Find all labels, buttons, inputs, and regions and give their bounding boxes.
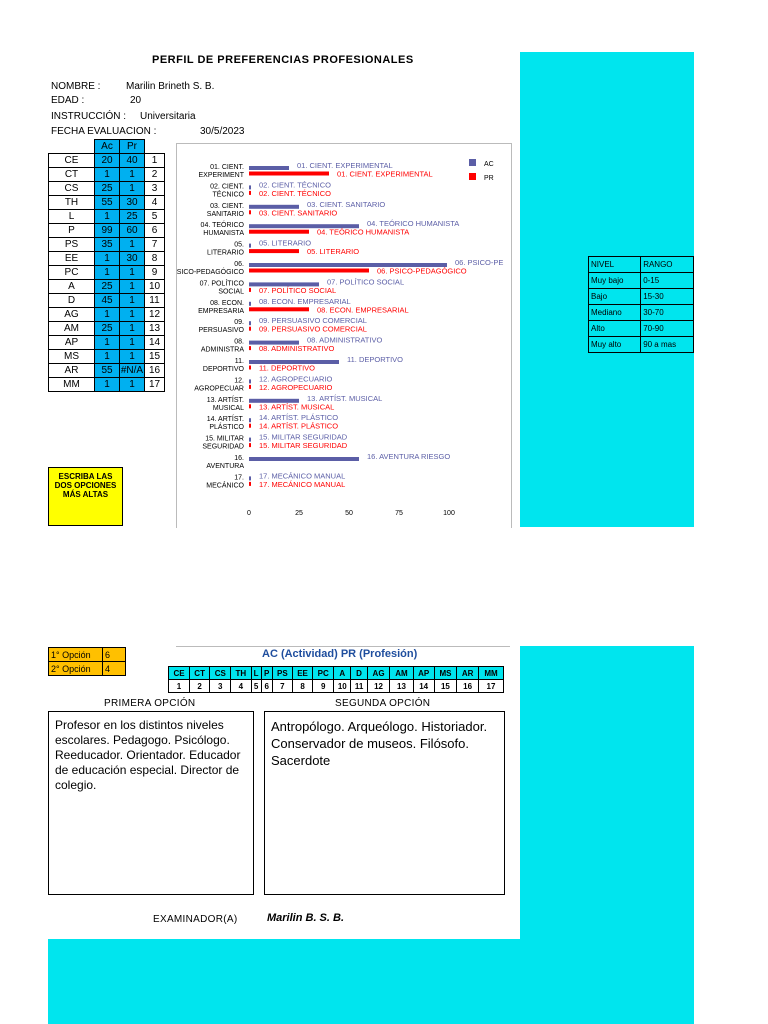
chart-bar-pr: [249, 288, 251, 292]
code-number: 7: [272, 680, 292, 693]
range-row: [589, 321, 694, 337]
chart-bar-ac: [249, 438, 251, 442]
code-number: 12: [367, 680, 390, 693]
score-category: D: [49, 294, 95, 308]
chart-category-label: 13. ARTÍST. MUSICAL: [206, 396, 244, 412]
second-option-label: 2° Opción: [49, 662, 103, 676]
chart-category-label: 04. TEÓRICO HUMANISTA: [200, 222, 244, 238]
score-category: AG: [49, 308, 95, 322]
chart-category-label: 02. CIENT. TÉCNICO: [210, 183, 244, 199]
score-pr: 1: [120, 350, 145, 364]
chart-x-tick: 25: [295, 509, 303, 517]
score-pr: 60: [120, 224, 145, 238]
code-number: 8: [292, 680, 312, 693]
score-row: [49, 224, 165, 238]
score-number: 2: [145, 168, 165, 182]
code-number: 14: [413, 680, 434, 693]
chart-category-label: 12. AGROPECUAR: [194, 377, 244, 393]
primera-text-box: Profesor en los distintos niveles escolares. Pedagogo. Psicólogo. Reeducador. Orientador. Educador de educación especial. Director de colegio.: [48, 711, 254, 895]
score-number: 11: [145, 294, 165, 308]
score-row: [49, 336, 165, 350]
chart-category-label: 01. CIENT. EXPERIMENT: [198, 164, 244, 179]
chart-bar-ac: [249, 244, 251, 248]
chart-data-label-pr: 02. CIENT. TÉCNICO: [259, 188, 331, 198]
chart-bar-pr: [249, 327, 251, 331]
range-row: [589, 305, 694, 321]
chart-data-label-pr: 01. CIENT. EXPERIMENTAL: [337, 169, 433, 179]
score-header-ac: Ac: [95, 140, 120, 154]
chart-data-label-pr: 05. LITERARIO: [307, 247, 360, 257]
second-option-value: 4: [103, 662, 126, 676]
chart-data-label-ac: 08. ECON. EMPRESARIAL: [259, 296, 351, 306]
chart-bar-ac: [249, 302, 251, 306]
chart-x-tick: 75: [395, 509, 403, 517]
fecha-label: FECHA EVALUACION :: [51, 126, 157, 137]
score-ac: 25: [95, 182, 120, 196]
score-ac: 1: [95, 378, 120, 392]
code-number: 4: [231, 680, 251, 693]
chart-bar-ac: [249, 166, 289, 170]
chart-bar-pr: [249, 172, 329, 176]
chart-bar-pr: [249, 346, 251, 350]
chart-legend-label: PR: [484, 175, 494, 182]
score-row: [49, 238, 165, 252]
code-number: 15: [434, 680, 457, 693]
chart-data-label-pr: 14. ARTÍST. PLÁSTICO: [259, 421, 339, 431]
code-label: MM: [479, 667, 504, 680]
chart-data-label-pr: 07. POLÍTICO SOCIAL: [259, 285, 337, 295]
chart-data-label-pr: 08. ADMINISTRATIVO: [259, 344, 335, 354]
chart-data-label-ac: 01. CIENT. EXPERIMENTAL: [297, 161, 393, 170]
code-label: TH: [231, 667, 251, 680]
code-label: L: [251, 667, 261, 680]
score-row: [49, 280, 165, 294]
chart-bar-ac: [249, 476, 251, 480]
chart-bar-pr: [249, 385, 251, 389]
score-category: P: [49, 224, 95, 238]
chart-bar-pr: [249, 249, 299, 253]
score-row: [49, 378, 165, 392]
score-ac: 1: [95, 252, 120, 266]
range-level: Alto: [589, 321, 641, 337]
chart-category-label: 14. ARTÍST. PLÁSTICO: [206, 416, 244, 432]
chart-data-label-ac: 11. DEPORTIVO: [347, 355, 403, 364]
score-pr: 1: [120, 280, 145, 294]
first-option-value: 6: [103, 648, 126, 662]
code-label: AG: [367, 667, 390, 680]
chart-category-label: 17. MECÁNICO: [206, 474, 244, 490]
chart-data-label-ac: 04. TEÓRICO HUMANISTA: [367, 219, 460, 229]
chart-data-label-pr: 09. PERSUASIVO COMERCIAL: [259, 324, 367, 334]
score-category: TH: [49, 196, 95, 210]
chart-data-label-pr: 03. CIENT. SANITARIO: [259, 208, 338, 218]
score-number: 10: [145, 280, 165, 294]
code-label: P: [261, 667, 272, 680]
score-row: [49, 322, 165, 336]
chart-legend-label: AC: [484, 161, 494, 168]
score-pr: 1: [120, 168, 145, 182]
code-number: 9: [313, 680, 334, 693]
first-option-label: 1° Opción: [49, 648, 103, 662]
code-label: AP: [413, 667, 434, 680]
score-ac: 45: [95, 294, 120, 308]
score-ac: 25: [95, 280, 120, 294]
score-number: 9: [145, 266, 165, 280]
nombre-value: Marilin Brineth S. B.: [126, 81, 215, 92]
write-note: ESCRIBA LAS DOS OPCIONES MÁS ALTAS: [48, 467, 123, 526]
code-label: MS: [434, 667, 457, 680]
score-ac: 20: [95, 154, 120, 168]
chart-data-label-ac: 14. ARTÍST. PLÁSTICO: [259, 413, 339, 423]
range-header-row: [589, 257, 694, 273]
score-number: 17: [145, 378, 165, 392]
score-ac: 1: [95, 350, 120, 364]
score-pr: 40: [120, 154, 145, 168]
chart-bar-pr: [249, 482, 251, 486]
range-value: 15-30: [641, 289, 694, 305]
score-pr: 25: [120, 210, 145, 224]
chart-bar-pr: [249, 230, 309, 234]
range-value: 70-90: [641, 321, 694, 337]
score-category: PC: [49, 266, 95, 280]
score-category: EE: [49, 252, 95, 266]
score-pr: 1: [120, 266, 145, 280]
chart-data-label-pr: 15. MILITAR SEGURIDAD: [259, 441, 348, 451]
score-category: L: [49, 210, 95, 224]
chart-data-label-pr: 04. TEÓRICO HUMANISTA: [317, 227, 410, 237]
chart-data-label-pr: 11. DEPORTIVO: [259, 363, 315, 373]
score-row: [49, 350, 165, 364]
score-number: 6: [145, 224, 165, 238]
code-label: CS: [210, 667, 231, 680]
instruccion-label: INSTRUCCIÓN :: [51, 111, 126, 122]
score-ac: 35: [95, 238, 120, 252]
nombre-label: NOMBRE :: [51, 81, 101, 92]
score-category: MS: [49, 350, 95, 364]
score-row: [49, 294, 165, 308]
legend-caption: AC (Actividad) PR (Profesión): [262, 648, 418, 660]
score-ac: 55: [95, 196, 120, 210]
score-number: 4: [145, 196, 165, 210]
score-category: A: [49, 280, 95, 294]
score-pr: 30: [120, 196, 145, 210]
chart-category-label: 15. MILITAR SEGURIDAD: [202, 435, 244, 451]
instruccion-value: Universitaria: [140, 111, 196, 122]
chart-frame: [176, 143, 512, 528]
score-ac: 1: [95, 168, 120, 182]
code-number: 3: [210, 680, 231, 693]
edad-value: 20: [130, 95, 142, 106]
cyan-panel-bottom: [48, 939, 694, 1024]
chart-data-label-ac: 16. AVENTURA RIESGO: [367, 452, 451, 461]
score-row: [49, 308, 165, 322]
code-number: 16: [457, 680, 479, 693]
score-ac: 25: [95, 322, 120, 336]
chart-data-label-pr: 12. AGROPECUARIO: [259, 382, 333, 392]
code-number: 13: [390, 680, 413, 693]
chart-bar-ac: [249, 379, 251, 383]
score-row: [49, 364, 165, 378]
score-ac: 55: [95, 364, 120, 378]
code-label: D: [351, 667, 367, 680]
chart-data-label-ac: 06. PSICO-PE: [455, 258, 504, 267]
chart-category-label: 11. DEPORTIVO: [202, 358, 244, 373]
code-number: 10: [334, 680, 351, 693]
score-pr: 1: [120, 294, 145, 308]
score-pr: 1: [120, 238, 145, 252]
chart-data-label-pr: 06. PSICO-PEDAGÓGICO: [377, 266, 467, 276]
score-number: 13: [145, 322, 165, 336]
chart-bar-ac: [249, 321, 251, 325]
chart-category-label: 08. ADMINISTRA: [200, 338, 244, 354]
score-ac: 1: [95, 308, 120, 322]
chart-bottom-rule: [176, 646, 510, 647]
chart-legend-swatch: [469, 173, 476, 180]
chart-bar-pr: [249, 269, 369, 273]
edad-label: EDAD :: [51, 95, 85, 106]
score-row: [49, 168, 165, 182]
code-label: EE: [292, 667, 312, 680]
chart-data-label-ac: 17. MECÁNICO MANUAL: [259, 471, 346, 481]
range-row: [589, 273, 694, 289]
score-pr: 1: [120, 182, 145, 196]
code-number: 2: [190, 680, 210, 693]
chart-category-label: 16. AVENTURA: [206, 455, 244, 470]
chart-category-label: 05. LITERARIO: [207, 241, 244, 257]
chart-x-tick: 100: [443, 509, 455, 517]
range-table: [588, 256, 694, 353]
range-value: 0-15: [641, 273, 694, 289]
score-ac: 1: [95, 336, 120, 350]
score-number: 7: [145, 238, 165, 252]
score-row: [49, 182, 165, 196]
score-category: AR: [49, 364, 95, 378]
code-number: 1: [169, 680, 190, 693]
score-ac: 1: [95, 210, 120, 224]
chart-bar-pr: [249, 366, 251, 370]
chart-data-label-pr: 17. MECÁNICO MANUAL: [259, 479, 346, 489]
chart-data-label-ac: 07. POLÍTICO SOCIAL: [327, 277, 405, 287]
score-number: 15: [145, 350, 165, 364]
chart-category-label: 08. ECON. EMPRESARIA: [198, 299, 244, 315]
chart-data-label-ac: 08. ADMINISTRATIVO: [307, 335, 383, 345]
primera-heading: PRIMERA OPCIÓN: [104, 698, 196, 709]
examinador-name: Marilin B. S. B.: [267, 912, 345, 924]
score-row: [49, 210, 165, 224]
chart-bar-pr: [249, 443, 251, 447]
bar-chart: [177, 144, 511, 528]
code-number: 6: [261, 680, 272, 693]
chart-bar-ac: [249, 418, 251, 422]
chart-data-label-ac: 05. LITERARIO: [259, 238, 312, 248]
chart-bar-pr: [249, 191, 251, 195]
code-label: CT: [190, 667, 210, 680]
range-row: [589, 289, 694, 305]
page-title: PERFIL DE PREFERENCIAS PROFESIONALES: [152, 54, 414, 66]
range-level: Mediano: [589, 305, 641, 321]
score-number: 12: [145, 308, 165, 322]
score-ac: 1: [95, 266, 120, 280]
chart-category-label: 03. CIENT. SANITARIO: [206, 202, 244, 218]
chart-data-label-ac: 09. PERSUASIVO COMERCIAL: [259, 316, 367, 326]
score-category: CE: [49, 154, 95, 168]
code-number: 11: [351, 680, 367, 693]
score-pr: 1: [120, 336, 145, 350]
score-number: 5: [145, 210, 165, 224]
score-number: 8: [145, 252, 165, 266]
score-row: [49, 154, 165, 168]
chart-legend-swatch: [469, 159, 476, 166]
chart-data-label-pr: 08. ECON. EMPRESARIAL: [317, 305, 409, 315]
code-label: PS: [272, 667, 292, 680]
chart-data-label-ac: 12. AGROPECUARIO: [259, 374, 333, 384]
chart-data-label-ac: 13. ARTÍST. MUSICAL: [307, 393, 383, 403]
code-label: A: [334, 667, 351, 680]
codes-table: [168, 666, 504, 693]
range-row: [589, 337, 694, 353]
code-number: 17: [479, 680, 504, 693]
score-pr: 1: [120, 378, 145, 392]
chart-data-label-ac: 02. CIENT. TÉCNICO: [259, 180, 331, 190]
chart-x-tick: 0: [247, 509, 251, 517]
chart-data-label-ac: 15. MILITAR SEGURIDAD: [259, 432, 348, 442]
chart-bar-pr: [249, 404, 251, 408]
range-level: Muy bajo: [589, 273, 641, 289]
score-pr: 30: [120, 252, 145, 266]
score-header-pr: Pr: [120, 140, 145, 154]
score-category: MM: [49, 378, 95, 392]
score-category: PS: [49, 238, 95, 252]
range-level: Bajo: [589, 289, 641, 305]
segunda-text-box: Antropólogo. Arqueólogo. Historiador. Conservador de museos. Filósofo. Sacerdote: [264, 711, 505, 895]
score-pr: 1: [120, 308, 145, 322]
range-header: RANGO: [641, 257, 694, 273]
chart-data-label-ac: 03. CIENT. SANITARIO: [307, 199, 386, 209]
fecha-value: 30/5/2023: [200, 126, 245, 137]
options-table: [48, 647, 126, 676]
range-value: 90 a mas: [641, 337, 694, 353]
code-number: 5: [251, 680, 261, 693]
score-ac: 99: [95, 224, 120, 238]
chart-data-label-pr: 13. ARTÍST. MUSICAL: [259, 402, 335, 412]
score-row: [49, 252, 165, 266]
score-table: [48, 139, 165, 392]
code-label: AM: [390, 667, 413, 680]
score-number: 16: [145, 364, 165, 378]
chart-bar-ac: [249, 457, 359, 461]
chart-category-label: 09. PERSUASIVO: [198, 319, 244, 335]
chart-bar-pr: [249, 307, 309, 311]
segunda-heading: SEGUNDA OPCIÓN: [335, 698, 431, 709]
score-number: 3: [145, 182, 165, 196]
code-label: CE: [169, 667, 190, 680]
range-level: Muy alto: [589, 337, 641, 353]
chart-bar-pr: [249, 424, 251, 428]
chart-bar-pr: [249, 210, 251, 214]
score-number: 14: [145, 336, 165, 350]
score-category: AM: [49, 322, 95, 336]
chart-bar-ac: [249, 185, 251, 189]
score-row: [49, 266, 165, 280]
range-header: NIVEL: [589, 257, 641, 273]
score-category: CS: [49, 182, 95, 196]
code-label: PC: [313, 667, 334, 680]
range-value: 30-70: [641, 305, 694, 321]
score-category: CT: [49, 168, 95, 182]
score-number: 1: [145, 154, 165, 168]
chart-category-label: 06. PSICO-PEDAGÓGICO: [177, 261, 244, 276]
chart-x-tick: 50: [345, 509, 353, 517]
score-pr: 1: [120, 322, 145, 336]
code-label: AR: [457, 667, 479, 680]
examinador-label: EXAMINADOR(A): [153, 914, 238, 925]
chart-category-label: 07. POLÍTICO SOCIAL: [199, 280, 244, 296]
score-row: [49, 196, 165, 210]
score-category: AP: [49, 336, 95, 350]
score-pr: #N/A: [120, 365, 144, 376]
